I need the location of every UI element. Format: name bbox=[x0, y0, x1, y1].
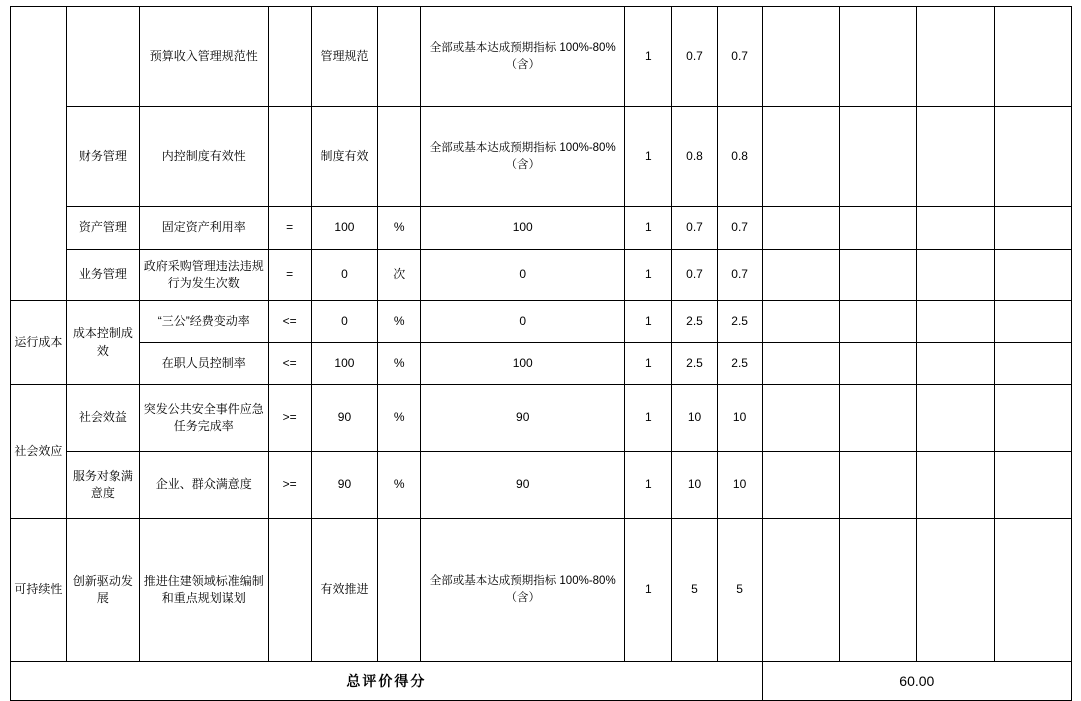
cell-score-actual: 10 bbox=[717, 385, 762, 452]
cell-score-full: 0.8 bbox=[672, 107, 717, 207]
cell-score-full: 0.7 bbox=[672, 7, 717, 107]
cell-symbol: <= bbox=[268, 301, 311, 343]
cell-category: 社会效应 bbox=[11, 385, 67, 519]
cell-score-full: 0.7 bbox=[672, 250, 717, 301]
table-row bbox=[11, 452, 1072, 519]
cell-unit bbox=[378, 7, 421, 107]
cell-extra-4 bbox=[994, 452, 1071, 519]
cell-extra-4 bbox=[994, 301, 1071, 343]
cell-standard: 全部或基本达成预期指标 100%-80%（含） bbox=[421, 519, 625, 662]
cell-target: 有效推进 bbox=[311, 519, 378, 662]
cell-indicator: “三公”经费变动率 bbox=[139, 301, 268, 343]
cell-target: 制度有效 bbox=[311, 107, 378, 207]
cell-unit: % bbox=[378, 301, 421, 343]
table-row bbox=[11, 343, 1072, 385]
cell-score-actual: 2.5 bbox=[717, 301, 762, 343]
cell-weight: 1 bbox=[625, 343, 672, 385]
cell-weight: 1 bbox=[625, 207, 672, 250]
cell-extra-2 bbox=[839, 452, 916, 519]
cell-subcategory bbox=[66, 7, 139, 107]
cell-score-actual: 0.7 bbox=[717, 250, 762, 301]
cell-extra-2 bbox=[839, 207, 916, 250]
cell-score-actual: 0.7 bbox=[717, 7, 762, 107]
cell-subcategory: 社会效益 bbox=[66, 385, 139, 452]
cell-extra-4 bbox=[994, 385, 1071, 452]
cell-target: 0 bbox=[311, 301, 378, 343]
cell-extra-3 bbox=[917, 107, 994, 207]
table-row bbox=[11, 107, 1072, 207]
cell-extra-4 bbox=[994, 519, 1071, 662]
cell-extra-4 bbox=[994, 7, 1071, 107]
cell-extra-2 bbox=[839, 301, 916, 343]
cell-standard: 90 bbox=[421, 452, 625, 519]
cell-weight: 1 bbox=[625, 385, 672, 452]
cell-extra-2 bbox=[839, 385, 916, 452]
cell-symbol: >= bbox=[268, 385, 311, 452]
cell-subcategory: 业务管理 bbox=[66, 250, 139, 301]
cell-target: 管理规范 bbox=[311, 7, 378, 107]
cell-standard: 0 bbox=[421, 250, 625, 301]
cell-extra-3 bbox=[917, 343, 994, 385]
cell-extra-2 bbox=[839, 343, 916, 385]
table-row bbox=[11, 385, 1072, 452]
cell-target: 100 bbox=[311, 343, 378, 385]
cell-target: 0 bbox=[311, 250, 378, 301]
cell-indicator: 突发公共安全事件应急任务完成率 bbox=[139, 385, 268, 452]
cell-indicator: 在职人员控制率 bbox=[139, 343, 268, 385]
cell-symbol bbox=[268, 7, 311, 107]
cell-score-actual: 0.8 bbox=[717, 107, 762, 207]
cell-extra-1 bbox=[762, 452, 839, 519]
cell-category: 可持续性 bbox=[11, 519, 67, 662]
total-value-cell bbox=[762, 662, 1071, 701]
cell-score-actual: 0.7 bbox=[717, 207, 762, 250]
table-row bbox=[11, 250, 1072, 301]
cell-score-full: 2.5 bbox=[672, 301, 717, 343]
cell-unit: % bbox=[378, 385, 421, 452]
cell-extra-3 bbox=[917, 452, 994, 519]
cell-category bbox=[11, 7, 67, 301]
cell-standard: 100 bbox=[421, 343, 625, 385]
table-row bbox=[11, 207, 1072, 250]
cell-extra-3 bbox=[917, 301, 994, 343]
cell-standard: 0 bbox=[421, 301, 625, 343]
cell-standard: 90 bbox=[421, 385, 625, 452]
cell-score-actual: 10 bbox=[717, 452, 762, 519]
total-label: 总评价得分 bbox=[346, 672, 427, 689]
cell-extra-1 bbox=[762, 519, 839, 662]
cell-target: 90 bbox=[311, 385, 378, 452]
cell-extra-4 bbox=[994, 343, 1071, 385]
cell-weight: 1 bbox=[625, 301, 672, 343]
cell-extra-1 bbox=[762, 301, 839, 343]
cell-weight: 1 bbox=[625, 519, 672, 662]
cell-extra-2 bbox=[839, 250, 916, 301]
cell-extra-1 bbox=[762, 207, 839, 250]
cell-extra-1 bbox=[762, 7, 839, 107]
cell-extra-4 bbox=[994, 207, 1071, 250]
cell-unit: % bbox=[378, 207, 421, 250]
cell-unit bbox=[378, 519, 421, 662]
cell-score-actual: 5 bbox=[717, 519, 762, 662]
table-row bbox=[11, 7, 1072, 107]
cell-category: 运行成本 bbox=[11, 301, 67, 385]
cell-unit: % bbox=[378, 343, 421, 385]
cell-score-full: 0.7 bbox=[672, 207, 717, 250]
cell-standard: 100 bbox=[421, 207, 625, 250]
total-label-cell bbox=[11, 662, 763, 701]
performance-score-table bbox=[10, 6, 1072, 701]
cell-symbol bbox=[268, 519, 311, 662]
cell-unit bbox=[378, 107, 421, 207]
cell-extra-1 bbox=[762, 343, 839, 385]
cell-extra-2 bbox=[839, 7, 916, 107]
cell-subcategory: 资产管理 bbox=[66, 207, 139, 250]
cell-subcategory: 成本控制成效 bbox=[66, 301, 139, 385]
cell-extra-4 bbox=[994, 107, 1071, 207]
cell-standard: 全部或基本达成预期指标 100%-80%（含） bbox=[421, 7, 625, 107]
cell-score-full: 2.5 bbox=[672, 343, 717, 385]
cell-indicator: 推进住建领域标准编制和重点规划谋划 bbox=[139, 519, 268, 662]
cell-indicator: 预算收入管理规范性 bbox=[139, 7, 268, 107]
cell-extra-3 bbox=[917, 519, 994, 662]
cell-unit: % bbox=[378, 452, 421, 519]
cell-target: 90 bbox=[311, 452, 378, 519]
cell-extra-2 bbox=[839, 107, 916, 207]
cell-symbol bbox=[268, 107, 311, 207]
cell-score-full: 10 bbox=[672, 385, 717, 452]
cell-indicator: 固定资产利用率 bbox=[139, 207, 268, 250]
total-row bbox=[11, 662, 1072, 701]
table-row bbox=[11, 519, 1072, 662]
cell-extra-3 bbox=[917, 385, 994, 452]
cell-extra-2 bbox=[839, 519, 916, 662]
cell-extra-1 bbox=[762, 385, 839, 452]
cell-score-full: 5 bbox=[672, 519, 717, 662]
cell-subcategory: 服务对象满意度 bbox=[66, 452, 139, 519]
cell-indicator: 企业、群众满意度 bbox=[139, 452, 268, 519]
cell-symbol: = bbox=[268, 207, 311, 250]
cell-score-actual: 2.5 bbox=[717, 343, 762, 385]
cell-extra-4 bbox=[994, 250, 1071, 301]
cell-extra-1 bbox=[762, 250, 839, 301]
cell-standard: 全部或基本达成预期指标 100%-80%（含） bbox=[421, 107, 625, 207]
cell-weight: 1 bbox=[625, 250, 672, 301]
cell-indicator: 内控制度有效性 bbox=[139, 107, 268, 207]
cell-target: 100 bbox=[311, 207, 378, 250]
cell-indicator: 政府采购管理违法违规行为发生次数 bbox=[139, 250, 268, 301]
cell-symbol: = bbox=[268, 250, 311, 301]
cell-score-full: 10 bbox=[672, 452, 717, 519]
cell-subcategory: 财务管理 bbox=[66, 107, 139, 207]
cell-symbol: >= bbox=[268, 452, 311, 519]
table-row bbox=[11, 301, 1072, 343]
cell-extra-3 bbox=[917, 7, 994, 107]
cell-weight: 1 bbox=[625, 7, 672, 107]
cell-weight: 1 bbox=[625, 107, 672, 207]
cell-symbol: <= bbox=[268, 343, 311, 385]
cell-subcategory: 创新驱动发展 bbox=[66, 519, 139, 662]
cell-weight: 1 bbox=[625, 452, 672, 519]
cell-extra-3 bbox=[917, 207, 994, 250]
cell-extra-1 bbox=[762, 107, 839, 207]
total-score: 60.00 bbox=[899, 672, 935, 689]
cell-unit: 次 bbox=[378, 250, 421, 301]
cell-extra-3 bbox=[917, 250, 994, 301]
